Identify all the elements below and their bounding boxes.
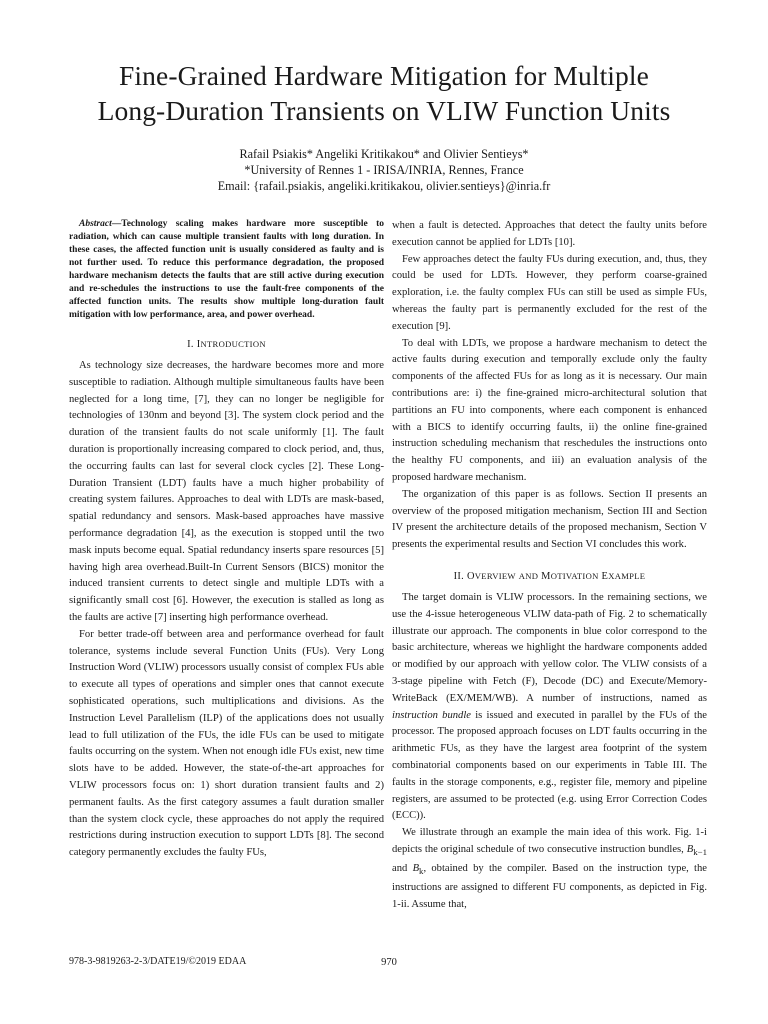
abstract-label: Abstract (79, 219, 112, 229)
section-number: II. (453, 570, 465, 582)
section-title-initial: M (541, 570, 551, 582)
math-symbol: B (412, 862, 420, 874)
paper-title (40, 58, 728, 128)
body-paragraph: As technology size decreases, the hardware becomes more and more susceptible to radiation. Although multiple simultaneous faults have been neglected for a long time, [7], they can no longer be negligible for technologies of 130nm and beyond [3]. The system clock period and the duration of the transient faults do not scale uniformly [1]. The fault duration is proportionally increasing compared to clock period, and, thus, the occurring faults can last for several clock cycles [2]. These Long-Duration Transient (LDT) faults have a much higher probability of creating system failures. Approaches to deal with LDTs are mask-based, spatial redundancy and sensors. Mask-based approaches have massive performance degradation [4], as the execution is stopped until the two mask inputs become equal. Spatial redundancy inserts spare resources [5] having high area overhead.Built-In Current Sensors (BICS) monitor the induced transient currents to detect single and multiple LDTs with a significantly small cost [6]. However, the execution is stalled as long as the faults are active [7] inserting high performance overhead. (69, 360, 384, 623)
section-heading-overview (392, 570, 707, 583)
abstract-dash: — (111, 219, 122, 229)
section-title-initial: I (196, 339, 201, 350)
section-title-initial: O (466, 570, 475, 582)
left-column (69, 218, 384, 862)
section-title-rest: AND (518, 570, 539, 581)
section-title-initial: E (601, 570, 609, 582)
section-title-rest: VERVIEW (474, 570, 516, 581)
section-title-rest: XAMPLE (608, 570, 646, 581)
paragraph-text: We illustrate through an example the main idea of this work. Fig. 1-i depicts the original schedule of two consecutive instruction bundles, (392, 827, 707, 855)
body-paragraph: Few approaches detect the faulty FUs during execution, and, thus, they could be used for LDTs. However, they perform coarse-grained exploration, i.e. the faulty complex FUs can still be used as simple FUs, whereas the faulty part is permanently excluded for the rest of the execution [9]. (392, 253, 707, 332)
paper-title-line-2: Long-Duration Transients on VLIW Function Units (97, 95, 671, 126)
abstract-text: Technology scaling makes hardware more susceptible to radiation, which can cause multiple transient faults with long duration. In these cases, the affected function unit is usually considered as faulty and is not further used. To reduce this performance degradation, the proposed hardware mechanism detects the faults that are still active during execution and re-schedules the instructions to use the fault-free components of the affected function units. The results show multiple long-duration fault mitigation with low performance, area, and power overhead. (69, 219, 384, 320)
body-paragraph (392, 590, 707, 825)
section-title-rest: OTIVATION (550, 570, 599, 581)
body-paragraph: To deal with LDTs, we propose a hardware mechanism to detect the active faults during execution and temporally exclude only the faulty components of the affected FUs for as long as it is necessary. Our main contributions are: i) the fine-grained micro-architectural solution that partitions an FU into components, where each component is enhanced with a BICS to identify occurring faults, ii) the online fine-grained instruction scheduling mechanism that reschedules the instructions onto the healthy FU components, and iii) an evaluation analysis of the proposed hardware mechanism. (392, 337, 707, 483)
author-names: Rafail Psiakis* Angeliki Kritikakou* and Olivier Sentieys* (239, 147, 529, 161)
paragraph-text: The target domain is VLIW processors. In the remaining sections, we use the 4-issue heterogeneous VLIW data-path of Fig. 2 to schematically illustrate our approach. The components in blue color correspond to the basic architecture, whereas we highlight the hardware components added or modified by our approach with yellow color. The VLIW consists of a 3-stage pipeline with Fetch (F), Decode (DC) and Execute/Memory-WriteBack (EX/MEM/WB). A number of instructions, named as (392, 591, 707, 704)
body-paragraph (392, 825, 707, 913)
author-block (40, 146, 728, 194)
abstract (69, 218, 384, 322)
emphasized-term: instruction bundle (392, 709, 471, 721)
paper-title-line-1: Fine-Grained Hardware Mitigation for Multiple (119, 60, 649, 91)
paragraph-text: is issued and executed in parallel by the FUs of the processor. The proposed approach focuses on LDT faults occurring in the arithmetic FUs, as they have the largest area footprint of the system combinatorial components based on our experiments in Table III. The faults in the storage components, e.g., register file, memory and pipeline registers, are assumed to be protected (e.g. using Error Correction Codes (ECC)). (392, 709, 708, 822)
page-number: 970 (381, 957, 397, 968)
copyright-footer: 978-3-9819263-2-3/DATE19/©2019 EDAA (69, 956, 247, 967)
body-paragraph: For better trade-off between area and performance overhead for fault tolerance, systems include several Function Units (FUs). Very Long Instruction Word (VLIW) processors usually consist of complex FUs able to execute all types of operations and simpler ones that cannot execute sophisticated operations, such multiplications and divisions. As the Instruction Level Parallelism (ILP) of the applications does not usually lead to full utilization of the FUs, the idle FUs can be used to mitigate faults occurring on the system. When not enough idle FUs exist, new time slots have to be added. However, the state-of-the-art approaches for VLIW processors focus on: 1) short duration transient faults and 2) permanent faults. As the first category assumes a fault duration smaller than the system clock cycle, these approaches do not apply the required restrictions during instruction execution to support LDTs [8]. The second category permanently excludes the faulty FUs, (69, 628, 384, 859)
math-subscript: k (419, 865, 424, 876)
section-title-rest: NTRODUCTION (200, 339, 266, 349)
body-paragraph: The organization of this paper is as follows. Section II presents an overview of the proposed mitigation mechanism, Section III and Section IV present the architecture details of the proposed mechanism, Section V presents the experimental results and Section VI concludes this work. (392, 488, 707, 551)
right-column (392, 218, 707, 913)
author-email: Email: {rafail.psiakis, angeliki.kritikakou, olivier.sentieys}@inria.fr (217, 179, 551, 193)
author-affiliation: *University of Rennes 1 - IRISA/INRIA, Rennes, France (244, 163, 524, 177)
section-number: I. (187, 339, 194, 350)
body-paragraph: when a fault is detected. Approaches that detect the faulty units before execution cannot be applied for LDTs [10]. (392, 220, 707, 248)
math-symbol: B (686, 843, 694, 855)
paragraph-text: and (392, 862, 413, 874)
math-subscript: k−1 (693, 847, 707, 857)
section-heading-introduction (69, 338, 384, 351)
paragraph-text: , obtained by the compiler. Based on the instruction type, the instructions are assigned to different FU components, as depicted in Fig. 1-ii. Assume that, (392, 862, 707, 910)
